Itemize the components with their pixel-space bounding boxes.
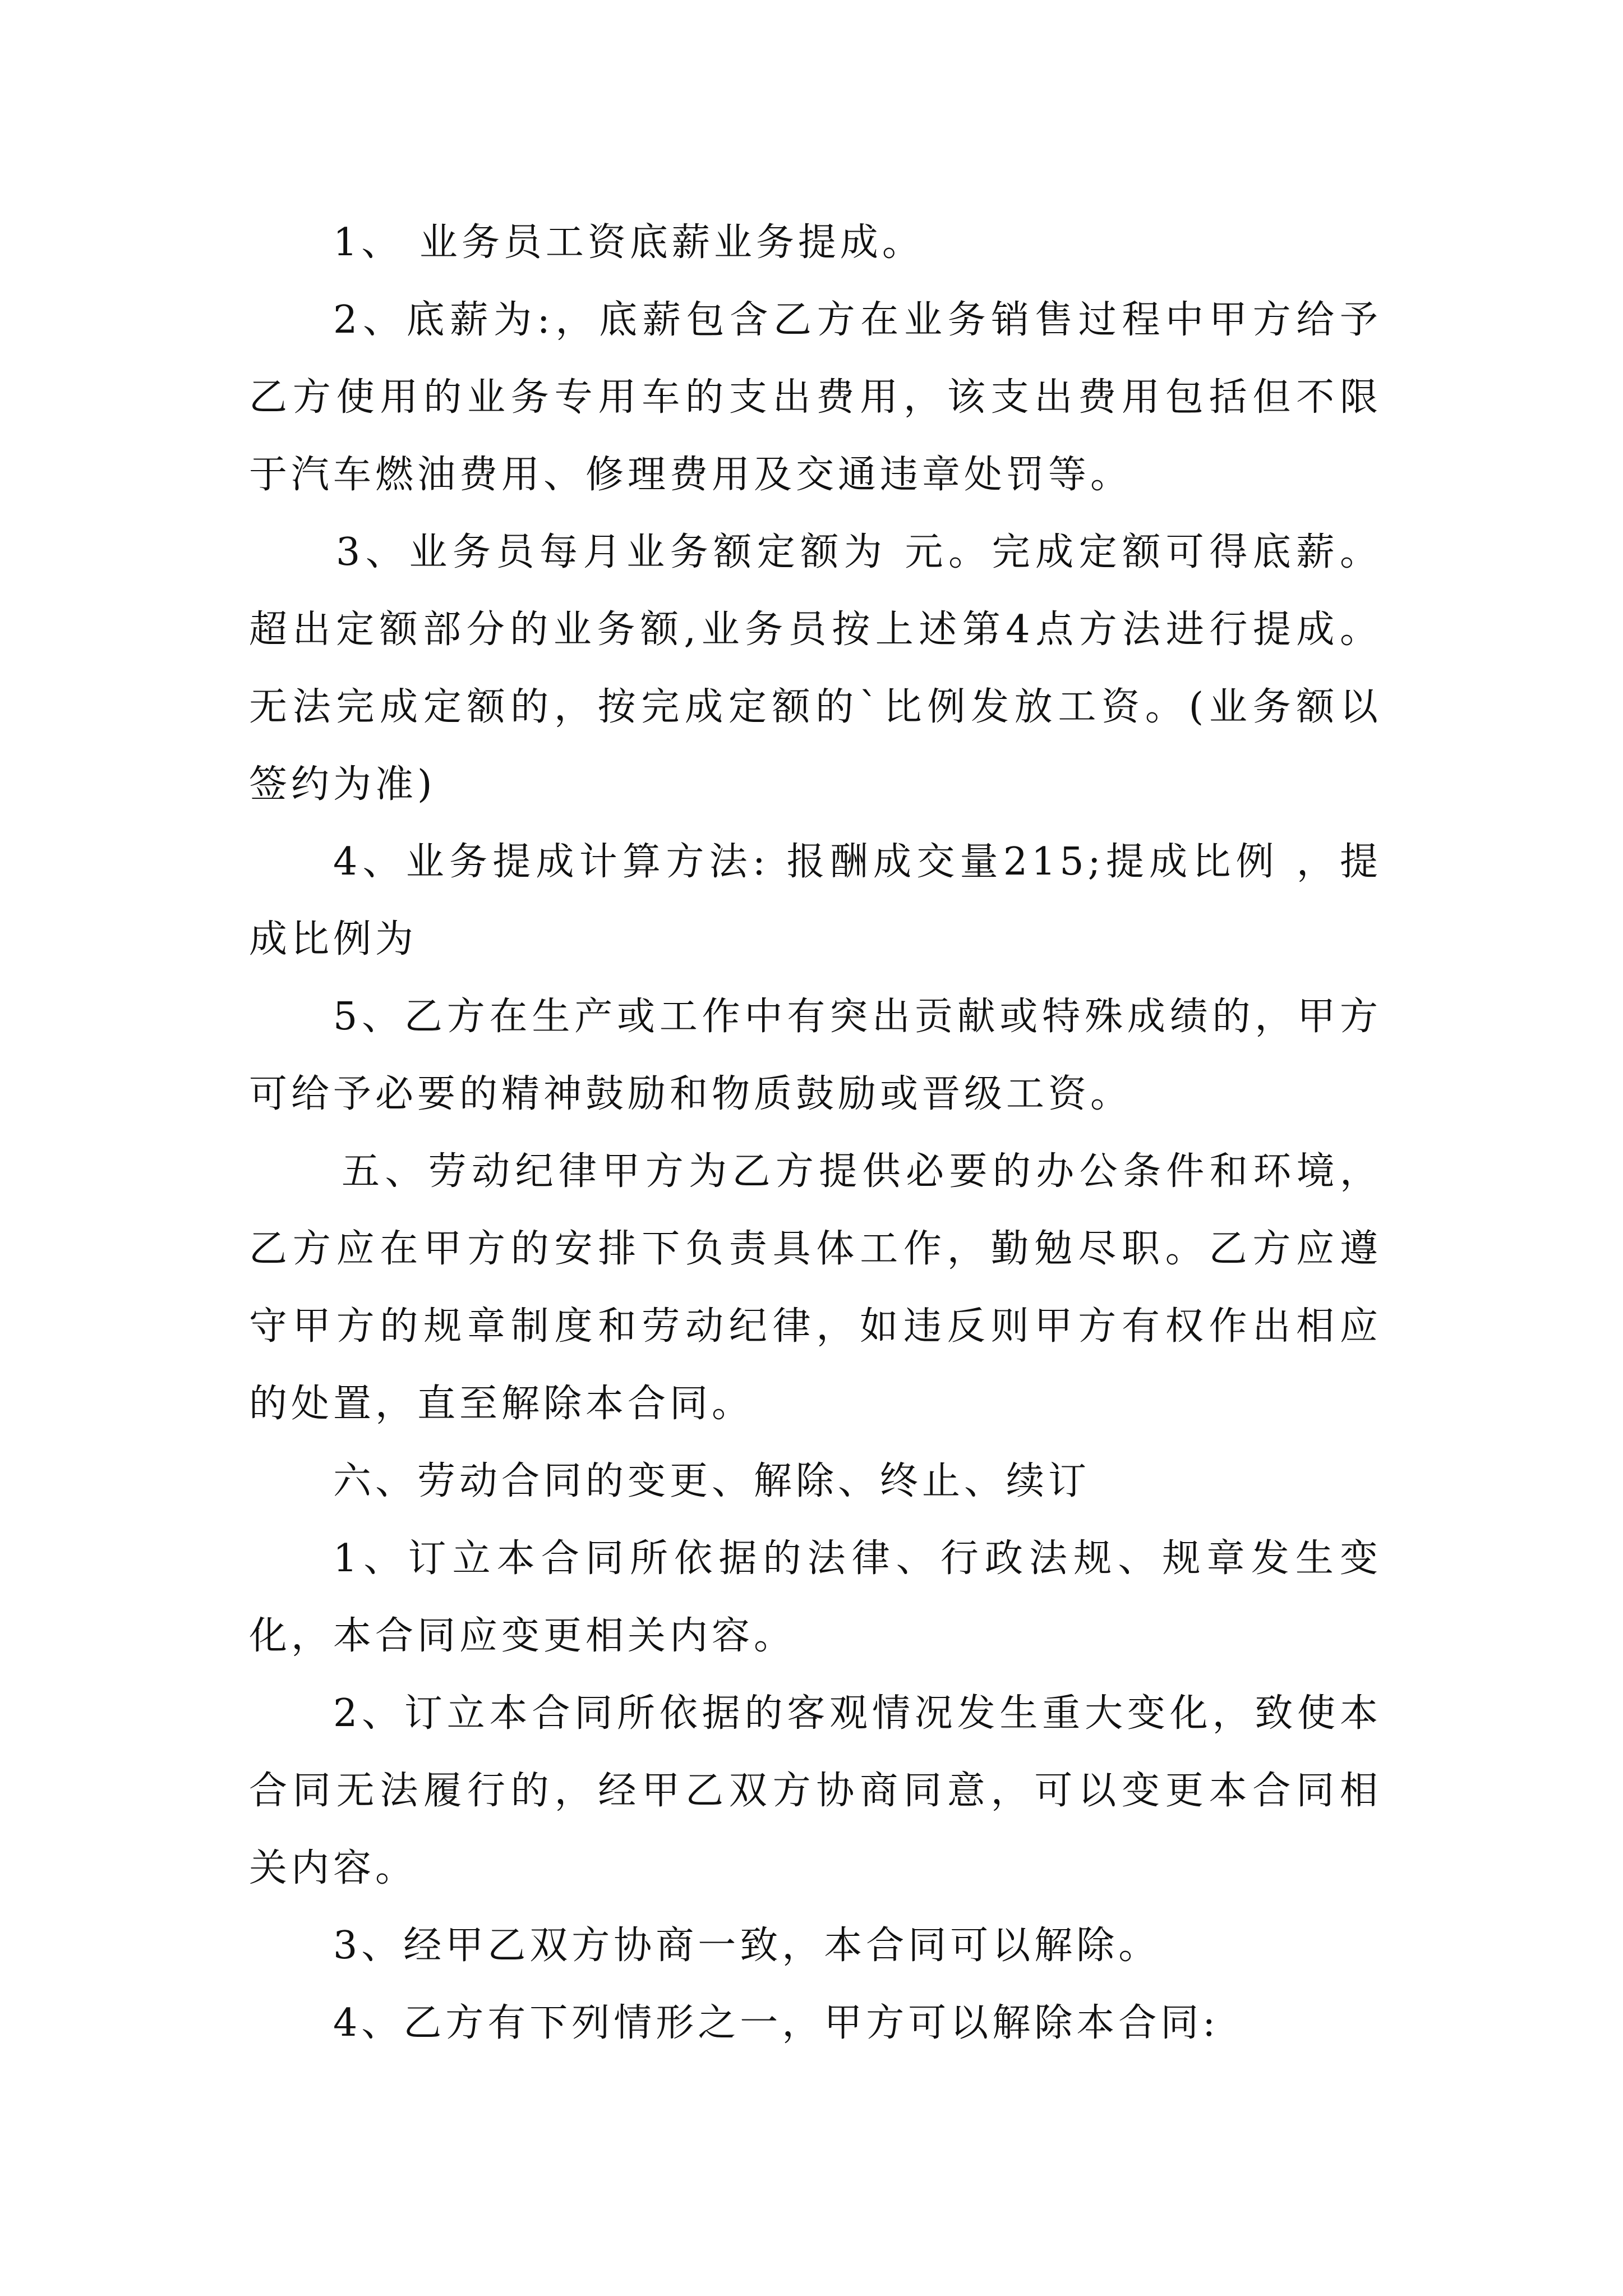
paragraph-rewards: 5、乙方在生产或工作中有突出贡献或特殊成绩的，甲方可给予必要的精神鼓励和物质鼓励或晋级工资。: [249, 995, 1382, 1116]
paragraph-salary-structure: 1、 业务员工资底薪业务提成。: [333, 220, 924, 265]
paragraph-quota: 3、业务员每月业务额定额为 元。完成定额可得底薪。超出定额部分的业务额,业务员按上述第4点方法进行提成。无法完成定额的，按完成定额的`比例发放工资。(业务额以签约为准): [249, 530, 1382, 807]
paragraph-mutual-termination: 3、经甲乙双方协商一致，本合同可以解除。: [333, 1924, 1161, 1968]
section-heading-contract-changes: 六、劳动合同的变更、解除、终止、续订: [333, 1459, 1091, 1503]
paragraph-base-salary: 2、底薪为:，底薪包含乙方在业务销售过程中甲方给予乙方使用的业务专用车的支出费用，该支出费用包括但不限于汽车燃油费用、修理费用及交通违章处罚等。: [249, 298, 1382, 497]
paragraph-labor-discipline: 五、劳动纪律甲方为乙方提供必要的办公条件和环境，乙方应在甲方的安排下负责具体工作，勤勉尽职。乙方应遵守甲方的规章制度和劳动纪律，如违反则甲方有权作出相应的处置，直至解除本合同。: [249, 1149, 1382, 1426]
paragraph-change-law: 1、订立本合同所依据的法律、行政法规、规章发生变化，本合同应变更相关内容。: [249, 1536, 1382, 1658]
paragraph-commission-method: 4、业务提成计算方法: 报酬成交量215;提成比例 ，提成比例为: [249, 840, 1382, 961]
paragraph-change-circumstances: 2、订立本合同所依据的客观情况发生重大变化，致使本合同无法履行的，经甲乙双方协商同意，可以变更本合同相关内容。: [249, 1691, 1382, 1890]
document-body: [249, 204, 1382, 2062]
paragraph-termination-conditions: 4、乙方有下列情形之一，甲方可以解除本合同:: [333, 2001, 1220, 2045]
